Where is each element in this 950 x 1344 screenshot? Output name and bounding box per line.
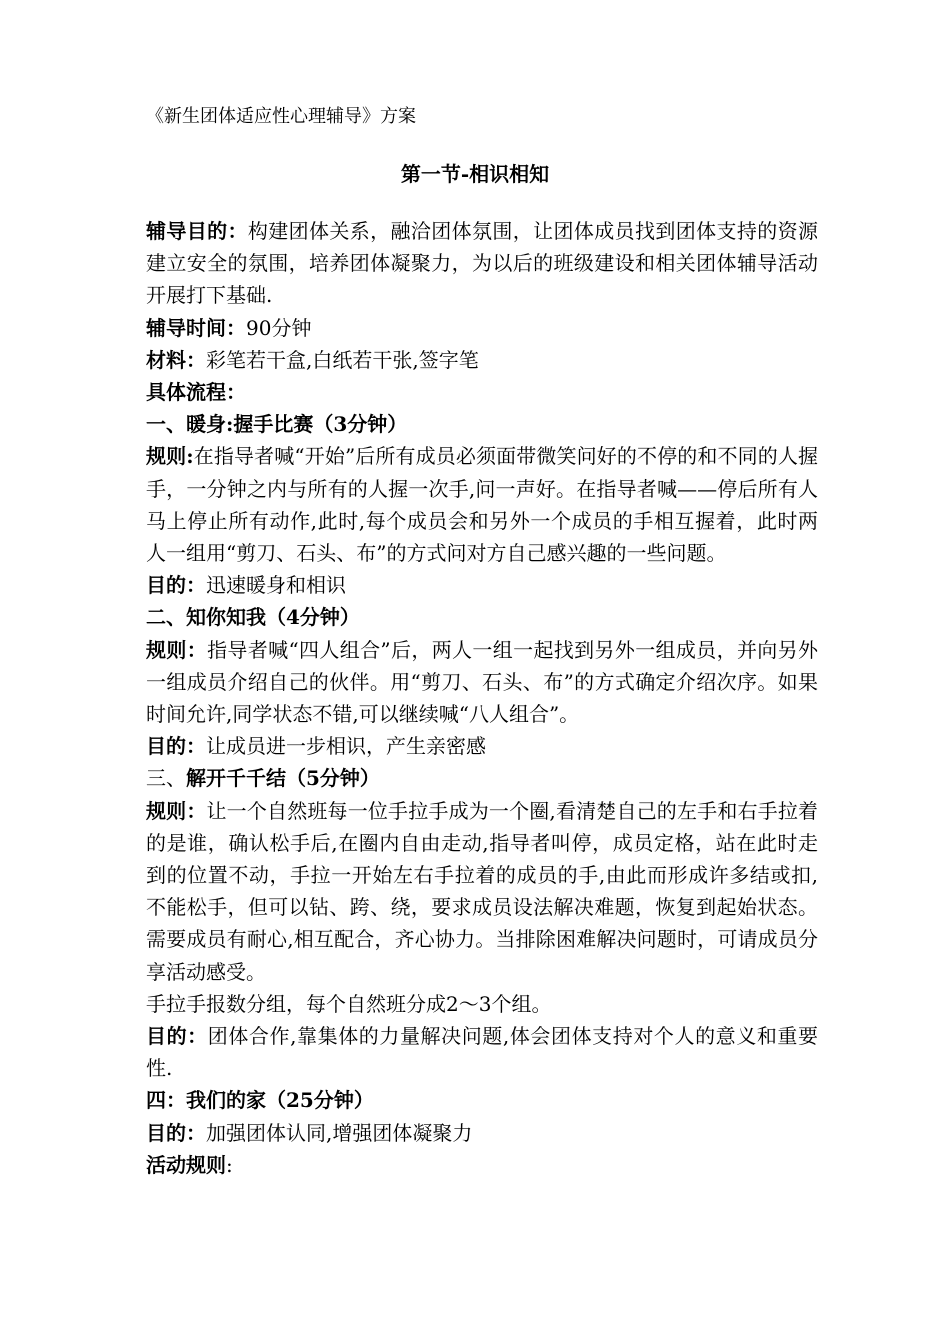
purpose-text: 构建团体关系，融洽团体氛围，让团体成员找到团体支持的资源建立安全的氛围，培养团体凝聚力，为以后的班级建设和相关团体辅导活动开展打下基础. [146,219,818,308]
activity4-rule-label: 活动规则 [146,1152,226,1177]
duration-text: 90分钟 [246,315,312,340]
activity1-goal [146,569,818,601]
duration-label: 辅导时间： [146,315,246,340]
activity1-rule [146,440,818,569]
activity2-goal [146,730,818,762]
activity3-title [146,762,818,794]
materials-line [146,344,818,376]
activity3-goal-label: 目的： [146,1024,208,1049]
activity2-rule-label: 规则： [146,637,208,662]
activity3-goal-text: 团体合作,靠集体的力量解决问题,体会团体支持对个人的意义和重要性. [146,1024,819,1081]
section-title: 第一节-相识相知 [400,162,550,186]
activity1-title: 一、暖身:握手比赛（3分钟） [146,412,408,437]
document-body [146,215,818,1181]
activity3-rule [146,795,818,988]
activity1-goal-text: 迅速暖身和相识 [206,573,346,598]
activity2-goal-text: 让成员进一步相识，产生亲密感 [206,734,486,759]
activity3-title-prefix: 三、 [146,766,186,791]
activity2-rule-text: 指导者喊“四人组合”后，两人一组一起找到另外一组成员，并向另外一组成员介绍自己的伙伴。用“剪刀、石头、布”的方式确定介绍次序。如果时间允许,同学状态不错,可以继续喊“八人组合”。 [146,637,819,727]
activity2-title: 二、知你知我（4分钟） [146,605,360,630]
materials-label: 材料： [146,347,206,372]
document-header: 《新生团体适应性心理辅导》方案 [146,106,416,127]
activity4-title: 四：我们的家（25分钟） [146,1088,374,1113]
purpose-paragraph [146,215,818,312]
activity1-rule-label: 规则: [146,444,194,469]
activity4-goal-label: 目的： [146,1120,206,1145]
activity1-rule-text: 在指导者喊“开始”后所有成员必须面带微笑问好的不停的和不同的人握手，一分钟之内与所有的人握一次手,问一声好。在指导者喊——停后所有人马上停止所有动作,此时,每个成员会和另外一个成员的手相互握着，此时两人一组用“剪刀、石头、布”的方式问对方自己感兴趣的一些问题。 [146,444,819,566]
activity4-rule [146,1149,818,1181]
purpose-label: 辅导目的： [146,219,248,243]
activity3-rule-text: 让一个自然班每一位手拉手成为一个圈,看清楚自己的左手和右手拉着的是谁，确认松手后,在圈内自由走动,指导者叫停，成员定格，站在此时走到的位置不动，手拉一开始左右手拉着的成员的手,由此而形成许多结或扣,不能松手，但可以钻、跨、绕，要求成员设法解决难题，恢复到起始状态。需要成员有耐心,相互配合，齐心协力。当排除困难解决问题时，可请成员分享活动感受。 [146,798,819,984]
process-label: 具体流程： [146,380,246,405]
activity4-rule-colon: : [226,1152,233,1177]
activity3-title-rest: 解开千千结（5分钟） [186,766,380,791]
activity3-goal [146,1020,818,1084]
activity4-goal [146,1117,818,1149]
activity1-goal-label: 目的： [146,573,206,598]
activity3-grouping: 手拉手报数分组，每个自然班分成2～3个组。 [146,991,552,1016]
activity3-rule-label: 规则： [146,798,207,823]
duration-line [146,312,818,344]
activity4-goal-text: 加强团体认同,增强团体凝聚力 [206,1120,473,1145]
activity2-goal-label: 目的： [146,734,206,759]
activity2-rule [146,634,818,731]
materials-text: 彩笔若干盒,白纸若干张,签字笔 [206,347,479,372]
